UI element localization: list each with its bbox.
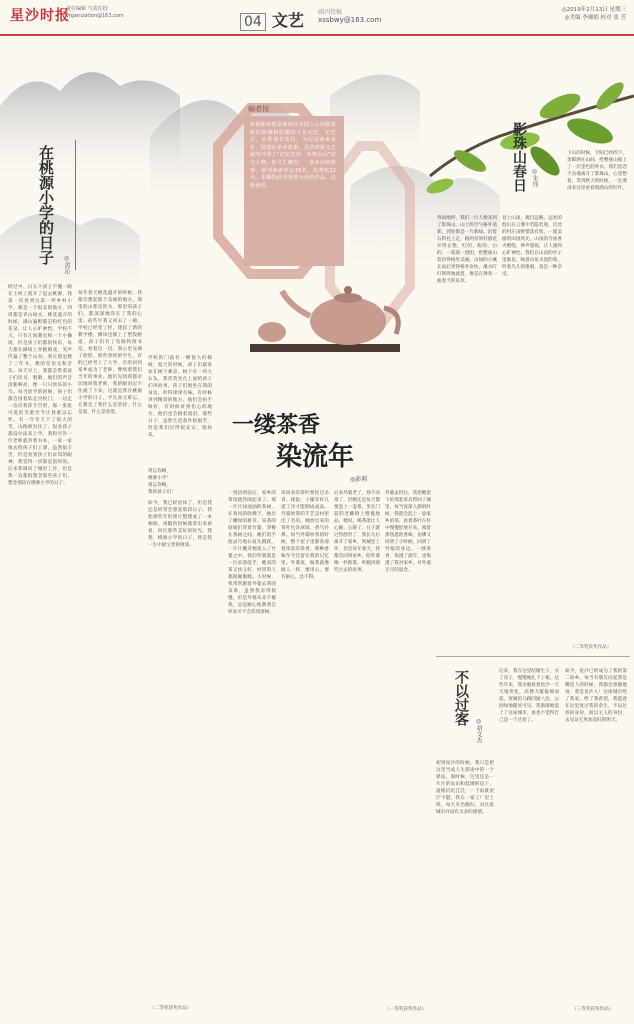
article-author: ◎彭莉 [350,476,368,483]
submission-label: 副刊投稿 [318,9,343,16]
poem-line: 难忘你啊， [148,483,171,488]
editor-line: 责任编辑 与责任校 [66,6,108,12]
section-divider [436,656,630,657]
poem-line: 桃源小学！ [148,476,171,481]
editor-note-text: 乡愁和乡情是萦绕在中国人心尚最柔软的情愫和温暖的文化记忆。记忆在，乡愁便有寄托。为记录家乡变化，展现在家乡故事，星沙时报文艺副刊开展了“记忆星沙，乡情永远”征文大赛。征文汇聚有：一条乡村的故事，新刊读者评比15名，优秀奖22名。本期特此刊登部分获奖作品，以飨读者。 [250,122,336,189]
issue-date [516,6,626,22]
article-column: 后来外婆老了，炒不动茶了，但她还是每天都要泡上一壶茶，坐在门前的老藤椅上慢慢地品。她说，喝茶能让人心静，心静了，日子就过得舒坦了。我长大后离开了家乡，到城里工作，但是每年春天，我都会回到家乡，陪外婆喝一杯新茶，听她讲那些过去的故事。 [334,491,380,573]
article-column: 学校的门前有一棵很大的樟树，夏天的时候，孩子们最喜欢在树下乘凉。树下有一块大石头，我常常坐在上面给孩子们讲故事。孩子们围坐在我的身边，听得津津有味。有时候讲到精彩的地方，他们会拍手叫好，有时候讲到伤心的地方，他们也会跟着流泪。那些日子，虽然生活条件很艰苦，但是我们过得很充实，很快乐。 [148,356,212,438]
title-rule [75,140,76,270]
article-column: 外婆去世后，我把她留下的那套茶具带回了城里。每当夜深人静的时候，我就会泡上一壶家乡的茶，看着茶叶在杯中慢慢舒展开来，闻着那熟悉的香味，仿佛又回到了小时候，回到了外婆的身边。一缕茶香，染透了流年，也染透了我对家乡、对外婆无尽的思念。 [385,491,431,573]
section-header [240,8,304,31]
article-author: ◎朱伟 [531,168,538,187]
award-note: （一等奖获奖作品） [385,1007,427,1012]
award-note: （三等奖获奖作品） [572,1007,614,1012]
article-title: 一缕茶香 [232,412,321,438]
article-column: 春雨刚停，我们一行人便来到了影珠山。山上的空气格外清新，到处都是一片新绿。沿着石阶往上走，路两旁的杜鹃花开得正艳，红的、粉的、白的，一簇簇一团团，把整座山装扮得格外美丽。山间的小溪在雨后变得格外欢快，溪水叮叮咚咚地流着，像是在弹奏一曲春天的乐章。 [437,216,497,284]
article-column: 如今，我已经退休了，但是我还是经常会想起那段日子。我把那些年的照片整理成了一本相册，闲暇的时候就拿出来看看，回忆那些美好的时光。我想，桃源小学的日子，将是我一生中最宝贵的财富。 [148,501,212,548]
article-title: 在桃源小学的日子 [37,145,55,265]
article-author: ◎胡文杰 [475,718,482,743]
article-column: 登上山顶，极目远眺，远处的群山在云雾中若隐若现，近处的村庄田野错落有致，一派美丽的田园风光。山顶的寺庙香火缭绕，钟声悠扬，让人感到心旷神怡。我们在山顶的亭子里歇息，喝着山泉水泡的茶，听着鸟儿的歌唱，真是一种享受。 [502,216,562,277]
poem-block [148,468,212,496]
article-column: 每年春天桃花盛开的时候，我都会想起那个美丽的地方。那里的山那里的水，那里的孩子们，都深深地印在了我的心里。前些年我又回去了一趟，学校已经变了样，建起了新的教学楼，操场也铺上了塑胶跑道，孩子们有了电脑和图书室。看着这一切，我心里充满了欣慰。那些曾经的学生，有的已经考上了大学，有的回到家乡成为了老师，继续着我们当年的事业。他们见到我都亲切地叫我老师，我的眼泪忍不住流了下来。这就是我在桃源小学的日子，平凡而又难忘，它教会了我什么是坚持，什么是爱，什么是希望。 [78,291,142,415]
article-column: 下山的时候，夕阳已经西下，余晖洒在山间，给整座山披上了一层金色的外衣。我们恋恋不舍地离开了影珠山，心里想着，等到秋天的时候，一定要再来这里看看那满山的红叶。 [567,151,627,191]
article-column: 经过中、日五个孩子不懂一路在土坝上就开了起去桃源，我第一次看到这第一所乡村小学。那是一个很美的地方，四周都是青山绿水，桃花盛开的时候，满山遍野都是粉红色的花朵，让人心旷神怡。学校不大，只有几间教室和一个小操场，但是孩子们都很快乐，每天都在操场上奔跑嬉戏，笑声传遍了整个山谷。我在那里教了三年书，教的是语文和音乐。每天早上，我都会带着孩子们读书、唱歌，他们的声音清脆响亮，像一只只快乐的小鸟。每当放学的时候，孩子们都会排着队走出校门，一边走一边向我挥手告别，那一张张可爱的笑脸至今让我难以忘怀。有一年冬天下了很大的雪，山路被封住了，很多孩子都没办法来上学。我和另外一位老师就背着书本，一家一家地去给孩子们上课，虽然很辛苦，但是看到孩子们求知的眼神，我觉得一切都是值得的。后来我调回了城里工作，但是我一直都很想念那些孩子们，想念那段在桃源小学的日子。 [8,285,72,486]
award-note: （二等奖获奖作品） [150,1006,192,1011]
masthead [0,0,634,36]
award-note: （二等奖获奖作品） [570,645,612,650]
date-line: ◎2019年2月13日 星期三 [561,7,626,13]
article-author: ◎黄沁 [63,255,70,274]
article-column: 采回来的茶叶要经过杀青、揉捻、干燥等好几道工序才能制成成品。外婆炒茶的手艺是村里出了名的，她炒出来的茶叶色泽翠绿，香气扑鼻。每当外婆炒茶的时候，整个屋子里都弥漫着浓浓的茶香，那种香味至今还留在我的记忆里。外婆说，做茶就像做人一样，要用心，要有耐心，急不得。 [281,491,329,580]
article-column: 后来，我在这里结婚生子，买了房子，慢慢地扎下了根。这些年来，我亲眼看着星沙一天天地变化，高楼大厦拔地而起，宽阔的马路四通八达，公园绿地随处可见。我渐渐地爱上了这座城市，再也不觉得自己是一个过客了。 [499,669,559,723]
article-column: 如今，星沙已经成为了我的第二故乡。每当有朋友问起我是哪里人的时候，我都会骄傲地说：我是星沙人！这座城市给了我家，给了我希望，我愿意在这里度过我的余生，不以过客的身份，而以主人的身份，去见证它更加美好的明天。 [565,669,627,723]
editor-email: vrganization@163.com [66,13,124,19]
poem-line: 我的孩子们！ [148,490,176,495]
staff-line: ◎美编 李湘娟 校对 张 芳 [564,15,626,21]
article-column: 初到星沙的时候，我只是把这里当成人生旅途中的一个驿站。那时候，这里还是一片片的农田和低矮的房子，道路坑坑洼洼，一下雨就泥泞不堪。我在一家工厂里上班，每天早出晚归，对这座城市并没有太多的感情。 [436,761,494,815]
editor-note-label: 编者按 [248,105,269,113]
teapot-icon [250,286,400,352]
poem-line: 难忘你啊， [148,469,171,474]
article-column: 一到清明前后，家乡的茶园就热闹起来了。那一片片绿油油的茶树，在春风的吹拂下，抽出了嫩绿的新芽。采茶的姑娘们背着竹篓，穿梭在茶树之间，她们的手指灵巧地在枝头跳跃，一片片嫩芽便落入了竹篓之中。我的外婆就是一位采茶能手，她采的茶又快又好，村里的人都很佩服她。小时候，我常常跟着外婆去茶园采茶，虽然我采得很慢，但是外婆从来不催我，总是耐心地教我怎样采才不会伤到茶树。 [228,491,276,615]
editor-info [66,6,156,20]
section-name: 文艺 [271,11,304,30]
page-number: 04 [240,13,266,31]
article-title: 影珠山春日 [511,122,527,192]
article-title: 不以过客 [453,670,469,726]
submission-email: xssbwy@163.com [318,16,382,24]
article-title-line2: 染流年 [276,442,355,472]
newspaper-logo: 星沙时报 [10,8,70,24]
